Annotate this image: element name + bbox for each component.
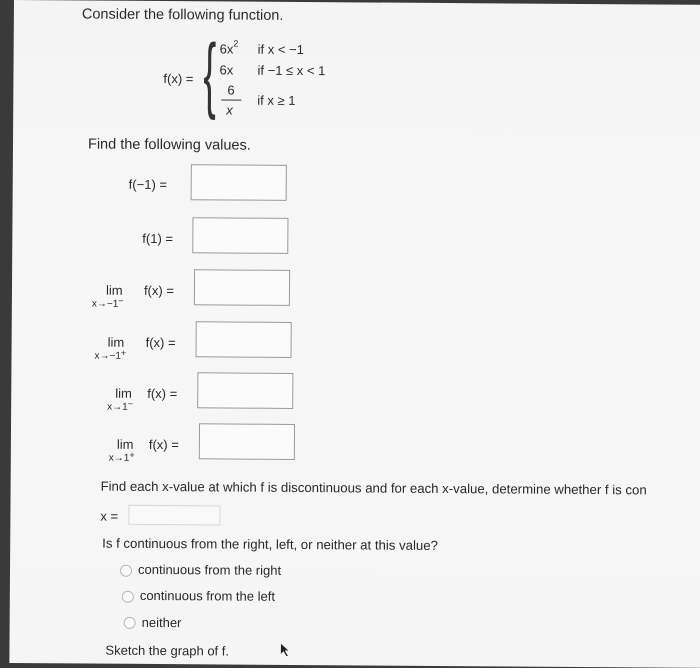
limit-1-fx: f(x) = [143,282,175,299]
case-1-condition: if x < −1 [257,41,304,58]
option-continuous-right-label: continuous from the right [137,561,282,578]
case-3-denominator: x [226,102,233,118]
limit-right-neg1-answer-input[interactable] [196,321,292,358]
option-continuous-left-label: continuous from the left [139,587,276,604]
limit-2-subscript: x→−1+ [94,347,127,362]
radio-continuous-right[interactable] [120,565,132,577]
limit-1-word: lim [105,282,123,298]
limit-left-neg1-answer-input[interactable] [194,269,290,306]
limit-3-subscript: x→1− [107,398,134,413]
brace-icon: { [203,26,217,121]
eval-f-1-label: f(1) = [142,230,174,247]
intro-text: Consider the following function. [81,6,284,24]
limit-2-word: lim [107,334,125,350]
find-heading: Find the following values. [87,136,251,154]
limit-3-word: lim [115,385,132,401]
f-neg1-answer-input[interactable] [191,164,287,201]
sketch-prompt: Sketch the graph of f. [105,642,230,659]
case-2-expr: 6x [219,62,234,78]
function-lhs: f(x) = [163,71,194,87]
fraction-bar [221,99,241,100]
limit-right-1-answer-input[interactable] [199,423,295,460]
case-3-numerator: 6 [227,82,235,98]
limit-4-word: lim [116,436,134,452]
limit-2-fx: f(x) = [145,334,176,351]
case-2-condition: if −1 ≤ x < 1 [257,62,326,79]
mouse-cursor-icon [279,642,291,658]
f-1-answer-input[interactable] [192,217,288,254]
radio-neither[interactable] [124,617,136,629]
continuity-question: Is f continuous from the right, left, or neither at this value? [102,535,438,553]
discontinuity-prompt: Find each x-value at which f is discontinuous and for each x-value, determine whether f is con [100,478,647,498]
limit-3-fx: f(x) = [147,385,178,402]
case-3-condition: if x ≥ 1 [257,92,296,108]
option-neither-label: neither [141,614,182,631]
limit-1-subscript: x→−1− [91,295,124,310]
limit-4-subscript: x→1+ [108,449,135,464]
case-1-expr: $6x^2$ [219,38,239,57]
worksheet [9,0,700,668]
radio-continuous-left[interactable] [122,591,134,603]
limit-4-fx: f(x) = [148,436,179,453]
x-value-input[interactable] [128,505,220,526]
eval-f-neg1-label: f(−1) = [128,176,168,193]
limit-left-1-answer-input[interactable] [197,372,293,409]
x-label: x = [100,508,119,524]
